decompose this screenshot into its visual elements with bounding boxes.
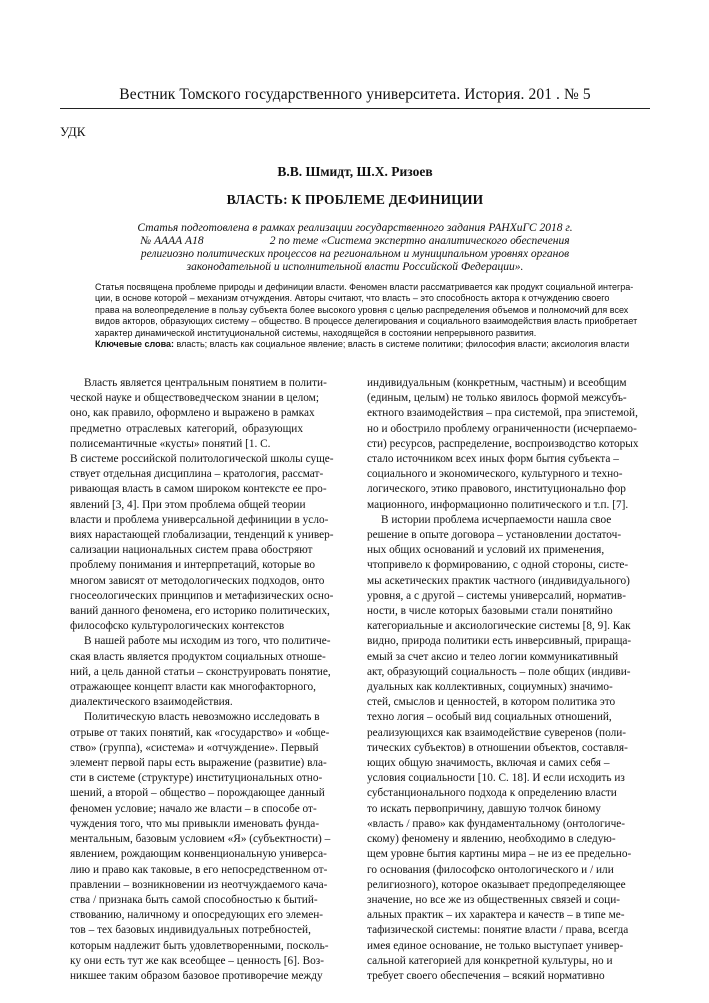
body-line: ства / признака быть самой способностью к бытий- xyxy=(70,893,318,906)
body-line: мационного, информационно политического и т.п. [7]. xyxy=(367,498,629,511)
body-line: ментальным, базовым условием «Я» (субъектности) – xyxy=(70,833,331,846)
body-line: техно логия – особый вид социальных отношений, xyxy=(367,711,612,724)
body-line: категориальные и аксиологические системы [8, 9]. Как xyxy=(367,620,631,633)
body-line: которым надлежит быть удовлетворенными, посколь- xyxy=(70,939,329,952)
body-line: ющих общую значимость, включая и самих себя – xyxy=(367,757,610,770)
body-line: но и обострило проблему ограниченности (исчерпаемо- xyxy=(367,422,637,435)
body-line: социального и экономического, культурного и техно- xyxy=(367,468,623,481)
body-line: тических субъектов) в отношении объектов, составля- xyxy=(367,741,628,754)
body-line: требует своего обеспечения – всякий нормативно xyxy=(367,969,605,982)
body-line: гносеологических принципов и метафизических осно- xyxy=(70,589,334,602)
body-line: проблему понимания и интерпретаций, которые во xyxy=(70,559,316,572)
body-line: явлений [3, 4]. При этом проблема общей теории xyxy=(70,498,306,511)
body-line: значение, но все же из общественных связей и соци- xyxy=(367,893,621,906)
body-line: власти и проблема универсальной дефиниции в усло- xyxy=(70,513,329,526)
body-line: ческой науке и обществоведческом знании в целом; xyxy=(70,392,319,405)
body-line: виях нарастающей глобализации, тенденций к универ- xyxy=(70,529,334,542)
abstract-line: ции, в основе которой – механизм отчуждения. Авторы считают, что власть – это способность актора к отчуждению своего xyxy=(95,293,610,304)
abstract xyxy=(95,282,638,350)
body-line: имея единое основание, не только выступает универ- xyxy=(367,939,624,952)
body-line: религиозного), которое оказывает предопределяющее xyxy=(367,878,626,891)
body-line: ваний данного феномена, его историко политических, xyxy=(70,605,330,618)
body-line: ская власть является продуктом социальных отноше- xyxy=(70,650,326,663)
body-line: полисемантичные «кусты» понятий [1. С. xyxy=(70,437,271,450)
body-line: ствует отдельная дисциплина – кратология, рассмат- xyxy=(70,468,324,481)
body-line: го основания (философско онтологического и / или xyxy=(367,863,614,876)
body-line: элемент первой пары есть выражение (развитие) вла- xyxy=(70,757,327,770)
body-line: решение в опыте договора – установлении достаточ- xyxy=(367,529,622,542)
body-line: ривающая власть в самом широком контексте ее про- xyxy=(70,483,327,496)
abstract-line: характер динамической институциональной системы, находящейся в состоянии непрерывного развития. xyxy=(95,327,537,338)
body-line: Политическую власть невозможно исследовать в xyxy=(84,711,320,724)
body-line: емый за счет аксио и телео логии коммуникативный xyxy=(367,650,619,663)
body-line: оно, как правило, оформлено и выражено в рамках xyxy=(70,407,315,420)
body-line: сализации национальных систем права обостряют xyxy=(70,544,313,557)
abstract-line: видов акторов, образующих систему – общество. В процессе делегирования и социального взаимодействия власть приобретает xyxy=(95,316,638,327)
body-line: предметно отраслевых категорий, образующих xyxy=(70,422,303,435)
body-line: никшее таким образом базовое противоречие между xyxy=(70,969,323,982)
body-line: акт, образующий социальность – поле общих (индиви- xyxy=(367,665,631,678)
body-line: сальной категорией для конкретной культуры, но и xyxy=(367,954,613,967)
body-line: альных практик – их характера и качеств – в типе ме- xyxy=(367,909,625,922)
body-line: ство» (группа), «система» и «отчуждение». Первый xyxy=(70,741,319,754)
body-line: многом зависят от методологических подходов, онто xyxy=(70,574,325,587)
body-line: чуждения того, что мы привыкли именовать фунда- xyxy=(70,817,320,830)
body-line: видно, природа политики есть инверсивный, приращa- xyxy=(367,635,632,648)
body-line: ку они есть тут же как всеобщее – ценность [6]. Воз- xyxy=(70,954,325,967)
keywords-line xyxy=(95,339,630,350)
running-header: Вестник Томского государственного университета. История. 201 . № 5 xyxy=(119,86,591,103)
body-line: сти) ресурсов, распределение, воспроизводство которых xyxy=(367,437,639,450)
body-line: ектного взаимодействия – пра системой, пра эпистемой, xyxy=(367,407,638,420)
body-line: стей, смыслов и ценностей, в котором политика это xyxy=(367,696,616,709)
body-line: «власть / право» как фундаментальному (онтологиче- xyxy=(367,817,626,830)
body-line: лию и право как таковые, в его непосредственном от- xyxy=(70,863,328,876)
body-column-right xyxy=(367,376,639,984)
body-line: условия социальности [10. С. 18]. И если исходить из xyxy=(367,772,625,785)
funding-note-line: Статья подготовлена в рамках реализации государственного задания РАНХиГС 2018 г. xyxy=(137,222,573,234)
body-line: отражающее концепт власти как многофакторного, xyxy=(70,681,316,694)
body-line: логического, этико правового, институционально фор xyxy=(367,483,626,496)
body-line: В нашей работе мы исходим из того, что политиче- xyxy=(84,635,331,648)
udk-label: УДК xyxy=(60,124,86,139)
keywords-label: Ключевые слова: xyxy=(95,339,175,350)
body-line: сти в системе (структуре) институциональных отно- xyxy=(70,772,323,785)
header-rule xyxy=(60,108,650,109)
funding-note-line: законодательной и исполнительной власти Российской Федерации». xyxy=(186,261,524,273)
abstract-line: права на волеопределение в пользу субъекта более высокого уровня с целью распределения объемов и полномочий для всех xyxy=(95,304,629,315)
body-line: уровня, а с другой – системы универсалий, норматив- xyxy=(367,589,627,602)
body-line: щем уровне бытия картины мира – не из ее предельно- xyxy=(367,848,632,861)
body-line: стало источником всех иных форм бытия субъекта – xyxy=(367,453,619,466)
abstract-line: Статья посвящена проблеме природы и дефиниции власти. Феномен власти рассматривается как продукт социальной интегра- xyxy=(95,282,634,292)
body-line: ных общих оснований и условий их применения, xyxy=(367,544,605,557)
body-line: явлением, рождающим конвенциональную универса- xyxy=(70,848,327,861)
body-line: В истории проблема исчерпаемости нашла свое xyxy=(381,513,612,526)
funding-note-line: № АААА А18 2 по теме «Система экспертно аналитического обеспечения xyxy=(140,235,570,247)
keywords-text: власть; власть как социальное явление; власть в системе политики; философия власти; аксиология власти xyxy=(174,339,630,350)
body-line: ствованию, наличному и опосредующих его элемен- xyxy=(70,909,324,922)
body-line: диалектического взаимодействия. xyxy=(70,696,233,709)
body-line: В системе российской политологической школы суще- xyxy=(70,453,334,466)
article-title: ВЛАСТЬ: К ПРОБЛЕМЕ ДЕФИНИЦИИ xyxy=(226,192,484,207)
body-line: то искать первопричину, давшую толчок биному xyxy=(367,802,601,815)
funding-note-line: религиозно политических процессов на региональном и муниципальном уровнях органов xyxy=(140,248,570,260)
funding-note xyxy=(130,222,580,274)
body-line: шений, а второй – общество – порождающее данный xyxy=(70,787,325,800)
body-line: мы аскетических практик частного (индивидуального) xyxy=(367,574,630,587)
body-line: реализующихся как взаимодействие суверенов (поли- xyxy=(367,726,627,739)
body-line: феномен условие; начало же власти – в способе от- xyxy=(70,802,317,815)
body-line: ний, а цель данной статьи – сконструировать понятие, xyxy=(70,665,331,678)
body-line: тов – тех базовых индивидуальных потребностей, xyxy=(70,924,311,937)
body-line: тафизической системы: понятие власти / права, всегда xyxy=(367,924,629,937)
body-line: чтопривело к формированию, с одной стороны, систе- xyxy=(367,559,629,572)
body-line: субстанционального подхода к определению власти xyxy=(367,787,617,800)
body-line: (единым, целым) не только явилось формой межсубъ- xyxy=(367,392,627,405)
body-line: Власть является центральным понятием в полити- xyxy=(84,377,327,389)
body-column-left xyxy=(70,376,334,984)
body-line: отрыве от таких понятий, как «государство» и «обще- xyxy=(70,726,330,739)
body-line: правлении – возникновении из неотчуждаемого кача- xyxy=(70,878,328,891)
authors: В.В. Шмидт, Ш.Х. Ризоев xyxy=(277,164,433,179)
body-line: скому) феномену и явлению, необходимо в следую- xyxy=(367,833,616,846)
body-line: ности, в числе которых базовыми стали понятийно xyxy=(367,605,613,618)
body-line: философско культурологических контекстов xyxy=(70,620,285,633)
body-line: дуальных как коллективных, социумных) значимо- xyxy=(367,681,613,694)
body-line: индивидуальным (конкретным, частным) и всеобщим xyxy=(367,377,627,389)
